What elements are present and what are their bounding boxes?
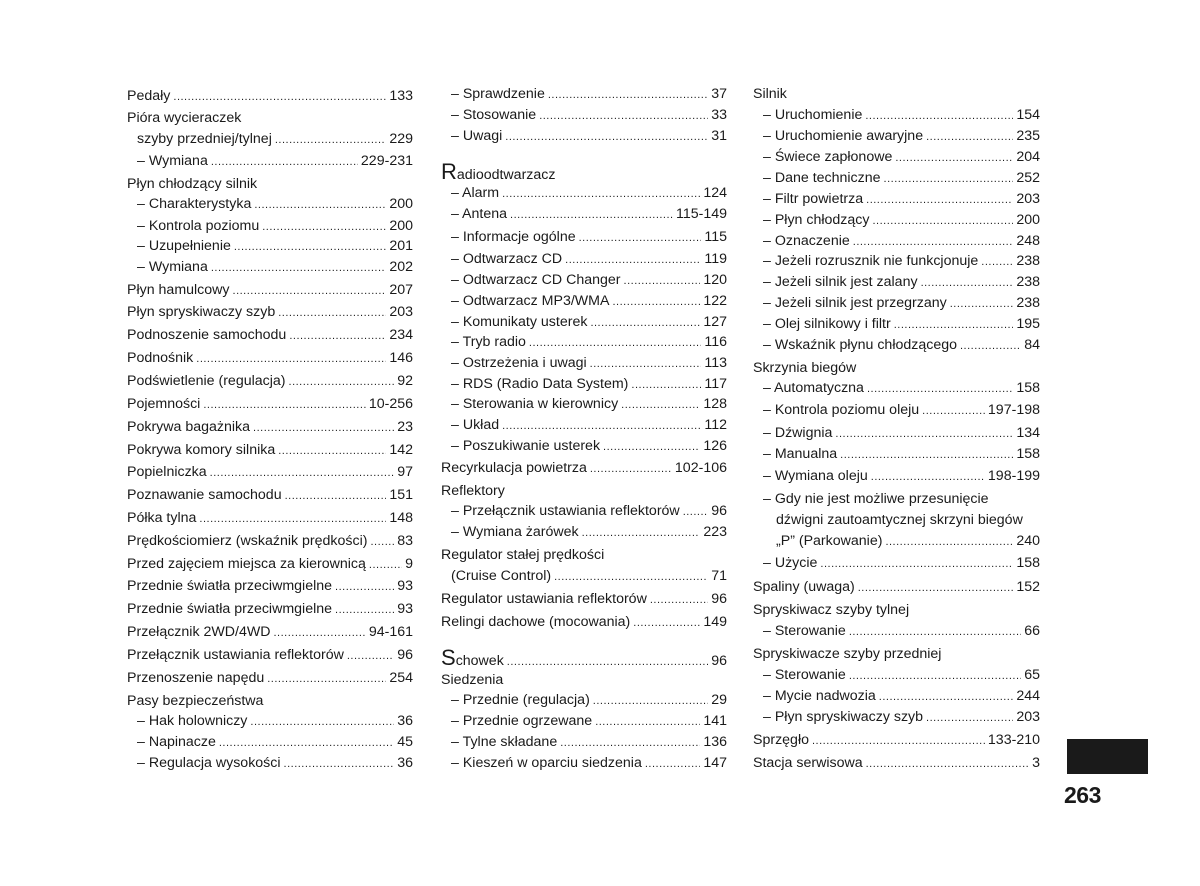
index-entry: (Cruise Control) ..... 71 xyxy=(441,569,727,585)
index-entry: – Wymiana ..... 229-231 xyxy=(127,154,413,170)
index-entry: – Przednie (regulacja) ..... 29 xyxy=(441,693,727,709)
index-entry: – Świece zapłonowe ..... 204 xyxy=(753,150,1040,166)
index-entry: Podnoszenie samochodu ..... 234 xyxy=(127,328,413,344)
index-heading: Silnik xyxy=(753,86,787,102)
index-entry: Relingi dachowe (mocowania) ..... 149 xyxy=(441,615,727,631)
index-entry: – Kontrola poziomu oleju ..... 197-198 xyxy=(753,403,1040,419)
index-entry: – Uwagi ..... 31 xyxy=(441,129,727,145)
index-entry: – Wskaźnik płynu chłodzącego ..... 84 xyxy=(753,338,1040,354)
index-entry: Przełącznik ustawiania reflektorów ..... 96 xyxy=(127,648,413,664)
index-entry: – Płyn spryskiwaczy szyb ..... 203 xyxy=(753,710,1040,726)
index-heading: Reflektory xyxy=(441,483,505,499)
index-entry: – Informacje ogólne ..... 115 xyxy=(441,230,727,246)
index-entry: – Ostrzeżenia i uwagi ..... 113 xyxy=(441,356,727,372)
index-entry: – Mycie nadwozia ..... 244 xyxy=(753,689,1040,705)
index-entry: – Uzupełnienie ..... 201 xyxy=(127,239,413,255)
index-heading: dźwigni zautoamtycznej skrzyni biegów xyxy=(776,512,1023,528)
index-entry: – Kontrola poziomu ..... 200 xyxy=(127,219,413,235)
index-entry: – Komunikaty usterek ..... 127 xyxy=(441,315,727,331)
index-entry: – Sterowanie ..... 66 xyxy=(753,624,1040,640)
index-entry: – Automatyczna ..... 158 xyxy=(753,381,1040,397)
index-entry: – Filtr powietrza ..... 203 xyxy=(753,192,1040,208)
index-heading: Pasy bezpieczeństwa xyxy=(127,693,264,709)
index-entry: – Antena ..... 115-149 xyxy=(441,207,727,223)
index-entry: – Układ ..... 112 xyxy=(441,418,727,434)
index-entry: – Kieszeń w oparciu siedzenia ..... 147 xyxy=(441,756,727,772)
index-entry: Pedały ..... 133 xyxy=(127,89,413,105)
index-heading: Skrzynia biegów xyxy=(753,360,857,376)
index-entry: Pokrywa bagażnika ..... 23 xyxy=(127,420,413,436)
index-entry: – Dane techniczne ..... 252 xyxy=(753,171,1040,187)
index-entry: – Sterowanie ..... 65 xyxy=(753,668,1040,684)
page-number: 263 xyxy=(1064,782,1101,808)
index-entry: – Uruchomienie ..... 154 xyxy=(753,108,1040,124)
index-entry: – Przełącznik ustawiania reflektorów ..... 96 xyxy=(441,504,727,520)
index-entry: Przednie światła przeciwmgielne ..... 93 xyxy=(127,579,413,595)
index-entry: szyby przedniej/tylnej ..... 229 xyxy=(127,132,413,148)
index-entry: – Napinacze ..... 45 xyxy=(127,735,413,751)
index-heading: Regulator stałej prędkości xyxy=(441,547,605,563)
index-entry: Płyn spryskiwaczy szyb ..... 203 xyxy=(127,305,413,321)
index-entry: – Jeżeli silnik jest przegrzany ..... 238 xyxy=(753,296,1040,312)
index-entry: – Sterowania w kierownicy ..... 128 xyxy=(441,397,727,413)
index-entry: Sprzęgło ..... 133-210 xyxy=(753,733,1040,749)
index-entry: – Przednie ogrzewane ..... 141 xyxy=(441,714,727,730)
index-entry: Przednie światła przeciwmgielne ..... 93 xyxy=(127,602,413,618)
index-entry: Spaliny (uwaga) ..... 152 xyxy=(753,580,1040,596)
index-entry: Pojemności ..... 10-256 xyxy=(127,397,413,413)
index-entry: Recyrkulacja powietrza ..... 102-106 xyxy=(441,461,727,477)
index-entry: Pokrywa komory silnika ..... 142 xyxy=(127,443,413,459)
index-entry: – Manualna ..... 158 xyxy=(753,447,1040,463)
index-entry: – Poszukiwanie usterek ..... 126 xyxy=(441,439,727,455)
index-entry: – RDS (Radio Data System) ..... 117 xyxy=(441,377,727,393)
index-entry: Prędkościomierz (wskaźnik prędkości) ..... 83 xyxy=(127,534,413,550)
section-heading-s: Schowek ..... 96 xyxy=(441,650,727,670)
index-entry: Podnośnik ..... 146 xyxy=(127,351,413,367)
index-entry: – Wymiana ..... 202 xyxy=(127,260,413,276)
index-entry: – Uruchomienie awaryjne ..... 235 xyxy=(753,129,1040,145)
index-entry: – Jeżeli rozrusznik nie funkcjonuje ..... 238 xyxy=(753,254,1040,270)
index-entry: – Odtwarzacz CD Changer ..... 120 xyxy=(441,273,727,289)
index-entry: – Alarm ..... 124 xyxy=(441,186,727,202)
index-entry: – Oznaczenie ..... 248 xyxy=(753,234,1040,250)
index-entry: – Jeżeli silnik jest zalany ..... 238 xyxy=(753,275,1040,291)
index-entry: Poznawanie samochodu ..... 151 xyxy=(127,488,413,504)
index-entry: Przenoszenie napędu ..... 254 xyxy=(127,671,413,687)
index-entry: – Wymiana żarówek ..... 223 xyxy=(441,525,727,541)
index-entry: – Charakterystyka ..... 200 xyxy=(127,197,413,213)
index-heading: Siedzenia xyxy=(441,672,504,688)
section-thumb-tab xyxy=(1067,739,1148,774)
index-entry: – Hak holowniczy ..... 36 xyxy=(127,714,413,730)
index-heading: – Gdy nie jest możliwe przesunięcie xyxy=(763,491,989,507)
index-entry: Przed zajęciem miejsca za kierownicą ..... 9 xyxy=(127,557,413,573)
index-entry: – Sprawdzenie ..... 37 xyxy=(441,87,727,103)
index-entry: – Odtwarzacz MP3/WMA ..... 122 xyxy=(441,294,727,310)
index-entry: – Olej silnikowy i filtr ..... 195 xyxy=(753,317,1040,333)
index-entry: Przełącznik 2WD/4WD ..... 94-161 xyxy=(127,625,413,641)
index-entry: – Tryb radio ..... 116 xyxy=(441,335,727,351)
index-heading: Pióra wycieraczek xyxy=(127,110,242,126)
index-heading: Płyn chłodzący silnik xyxy=(127,176,258,192)
index-entry: – Płyn chłodzący ..... 200 xyxy=(753,213,1040,229)
index-entry: Półka tylna ..... 148 xyxy=(127,511,413,527)
index-entry: Regulator ustawiania reflektorów ..... 96 xyxy=(441,592,727,608)
section-heading-r: Radioodtwarzacz xyxy=(441,159,556,184)
index-entry: – Stosowanie ..... 33 xyxy=(441,108,727,124)
index-entry: „P” (Parkowanie) ..... 240 xyxy=(753,534,1040,550)
index-entry: – Tylne składane ..... 136 xyxy=(441,735,727,751)
index-heading: Spryskiwacz szyby tylnej xyxy=(753,602,910,618)
index-entry: Podświetlenie (regulacja) ..... 92 xyxy=(127,374,413,390)
index-entry: – Użycie ..... 158 xyxy=(753,556,1040,572)
index-heading: Spryskiwacze szyby przedniej xyxy=(753,646,942,662)
index-entry: – Dźwignia ..... 134 xyxy=(753,426,1040,442)
index-entry: Płyn hamulcowy ..... 207 xyxy=(127,283,413,299)
index-entry: – Regulacja wysokości ..... 36 xyxy=(127,756,413,772)
index-entry: Stacja serwisowa ..... 3 xyxy=(753,756,1040,772)
index-entry: – Wymiana oleju ..... 198-199 xyxy=(753,469,1040,485)
index-entry: – Odtwarzacz CD ..... 119 xyxy=(441,252,727,268)
index-entry: Popielniczka ..... 97 xyxy=(127,465,413,481)
